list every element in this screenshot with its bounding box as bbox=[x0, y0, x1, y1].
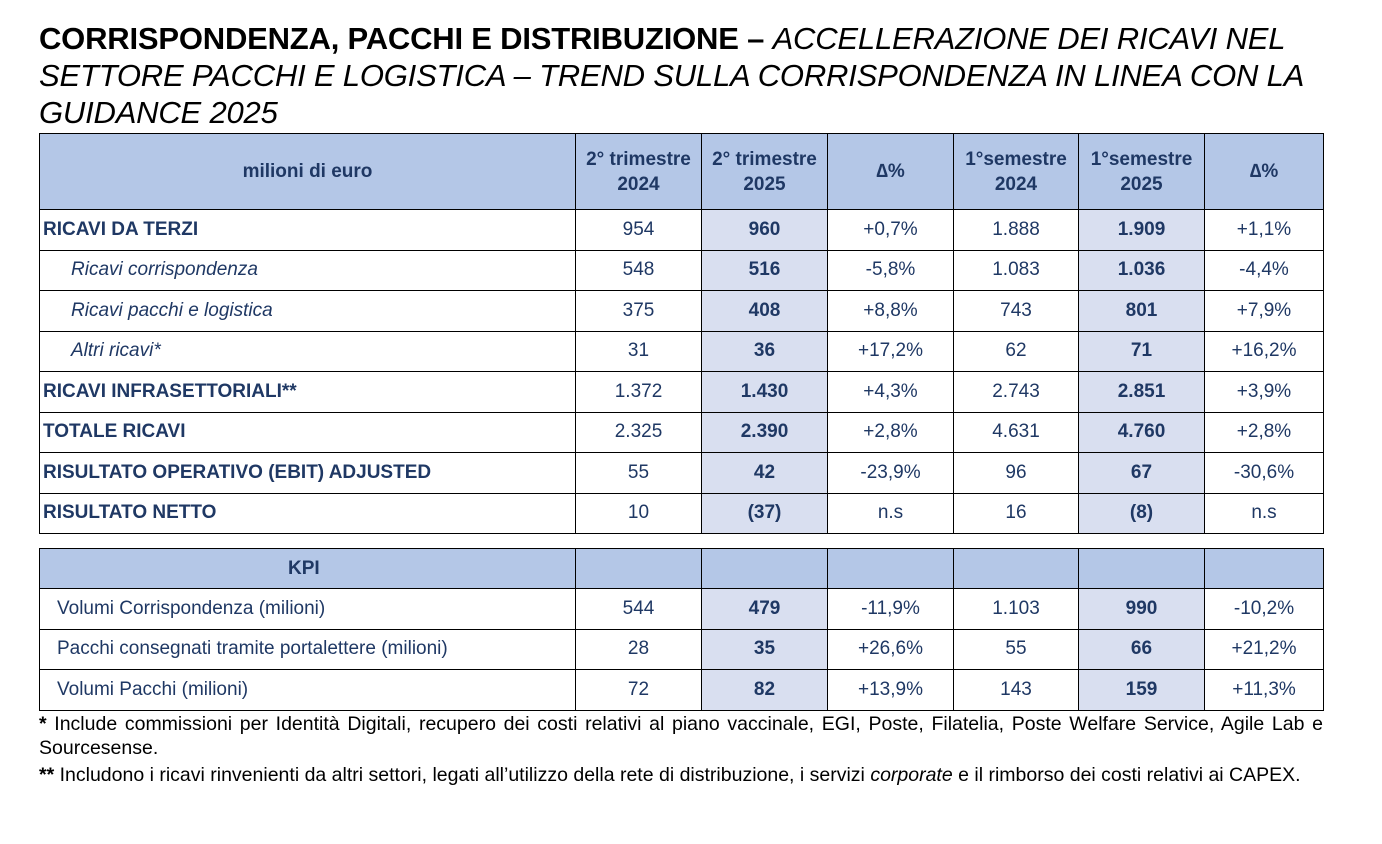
title-italic: ACCELLERAZIONE DEI RICAVI NEL SETTORE PACCHI E LOGISTICA – TREND SULLA CORRISPONDENZA IN LINEA CON LA GUIDANCE 2025 bbox=[39, 21, 1303, 130]
row-value: 1.083 bbox=[954, 250, 1079, 291]
kpi-value: +11,3% bbox=[1205, 670, 1324, 711]
table-row bbox=[40, 372, 1324, 413]
kpi-value: 1.103 bbox=[954, 589, 1079, 630]
row-value: +16,2% bbox=[1205, 331, 1324, 372]
kpi-row bbox=[40, 670, 1324, 711]
kpi-value: 990 bbox=[1079, 589, 1205, 630]
row-value: n.s bbox=[1205, 493, 1324, 534]
row-label: RISULTATO NETTO bbox=[40, 493, 576, 534]
row-value: 960 bbox=[702, 210, 828, 251]
table-row bbox=[40, 291, 1324, 332]
row-label: RISULTATO OPERATIVO (EBIT) ADJUSTED bbox=[40, 453, 576, 494]
kpi-table bbox=[39, 548, 1324, 711]
header-col-h1-2025: 1°semestre 2025 bbox=[1079, 134, 1205, 210]
row-value: 375 bbox=[576, 291, 702, 332]
row-value: 801 bbox=[1079, 291, 1205, 332]
kpi-header-label: KPI bbox=[40, 549, 576, 589]
header-col-delta-h: ∆% bbox=[1205, 134, 1324, 210]
kpi-value: +26,6% bbox=[828, 629, 954, 670]
row-value: 71 bbox=[1079, 331, 1205, 372]
row-label: Ricavi pacchi e logistica bbox=[40, 291, 576, 332]
row-value: 1.372 bbox=[576, 372, 702, 413]
row-label: RICAVI DA TERZI bbox=[40, 210, 576, 251]
row-value: n.s bbox=[828, 493, 954, 534]
row-value: 2.325 bbox=[576, 412, 702, 453]
footnotes bbox=[39, 712, 1323, 790]
header-col-q2-2024: 2° trimestre 2024 bbox=[576, 134, 702, 210]
row-value: 67 bbox=[1079, 453, 1205, 494]
kpi-value: 82 bbox=[702, 670, 828, 711]
row-value: 1.430 bbox=[702, 372, 828, 413]
row-value: 4.631 bbox=[954, 412, 1079, 453]
kpi-row bbox=[40, 629, 1324, 670]
row-value: 55 bbox=[576, 453, 702, 494]
row-value: -5,8% bbox=[828, 250, 954, 291]
kpi-header-row bbox=[40, 549, 1324, 589]
row-value: 62 bbox=[954, 331, 1079, 372]
row-label: Altri ricavi* bbox=[40, 331, 576, 372]
kpi-value: -10,2% bbox=[1205, 589, 1324, 630]
kpi-value: +13,9% bbox=[828, 670, 954, 711]
row-label: RICAVI INFRASETTORIALI** bbox=[40, 372, 576, 413]
revenue-table bbox=[39, 133, 1324, 534]
header-col-q2-2025: 2° trimestre 2025 bbox=[702, 134, 828, 210]
row-value: +3,9% bbox=[1205, 372, 1324, 413]
row-value: 2.390 bbox=[702, 412, 828, 453]
header-col-delta-q: ∆% bbox=[828, 134, 954, 210]
kpi-value: -11,9% bbox=[828, 589, 954, 630]
kpi-row bbox=[40, 589, 1324, 630]
table-header-row bbox=[40, 134, 1324, 210]
table-row bbox=[40, 412, 1324, 453]
row-label: Ricavi corrispondenza bbox=[40, 250, 576, 291]
row-value: +4,3% bbox=[828, 372, 954, 413]
row-value: 743 bbox=[954, 291, 1079, 332]
row-value: +8,8% bbox=[828, 291, 954, 332]
table-row bbox=[40, 453, 1324, 494]
table-row bbox=[40, 210, 1324, 251]
kpi-value: 66 bbox=[1079, 629, 1205, 670]
row-value: +7,9% bbox=[1205, 291, 1324, 332]
footnote-2: ** Includono i ricavi rinvenienti da altri settori, legati all’utilizzo della rete di distribuzione, i servizi corporate e il rimborso dei costi relativi ai CAPEX. bbox=[39, 764, 1301, 786]
row-value: 42 bbox=[702, 453, 828, 494]
header-label: milioni di euro bbox=[40, 134, 576, 210]
kpi-value: 72 bbox=[576, 670, 702, 711]
row-value: 548 bbox=[576, 250, 702, 291]
row-value: 516 bbox=[702, 250, 828, 291]
row-value: -23,9% bbox=[828, 453, 954, 494]
table-row bbox=[40, 331, 1324, 372]
kpi-value: 479 bbox=[702, 589, 828, 630]
row-value: (37) bbox=[702, 493, 828, 534]
row-value: 954 bbox=[576, 210, 702, 251]
kpi-value: 55 bbox=[954, 629, 1079, 670]
kpi-value: 143 bbox=[954, 670, 1079, 711]
row-value: -4,4% bbox=[1205, 250, 1324, 291]
row-value: 4.760 bbox=[1079, 412, 1205, 453]
row-value: +0,7% bbox=[828, 210, 954, 251]
kpi-value: 28 bbox=[576, 629, 702, 670]
table-row bbox=[40, 250, 1324, 291]
row-value: 1.909 bbox=[1079, 210, 1205, 251]
footnote-1: * Include commissioni per Identità Digitali, recupero dei costi relativi al piano vaccinale, EGI, Poste, Filatelia, Poste Welfare Service, Agile Lab e Sourcesense. bbox=[39, 713, 1323, 759]
row-value: +2,8% bbox=[828, 412, 954, 453]
row-value: +1,1% bbox=[1205, 210, 1324, 251]
row-value: 408 bbox=[702, 291, 828, 332]
row-value: 2.851 bbox=[1079, 372, 1205, 413]
row-value: (8) bbox=[1079, 493, 1205, 534]
kpi-label: Volumi Corrispondenza (milioni) bbox=[40, 589, 576, 630]
row-value: 36 bbox=[702, 331, 828, 372]
row-value: 10 bbox=[576, 493, 702, 534]
row-value: 96 bbox=[954, 453, 1079, 494]
kpi-value: +21,2% bbox=[1205, 629, 1324, 670]
row-value: -30,6% bbox=[1205, 453, 1324, 494]
row-value: 2.743 bbox=[954, 372, 1079, 413]
kpi-value: 544 bbox=[576, 589, 702, 630]
kpi-value: 159 bbox=[1079, 670, 1205, 711]
title-bold: CORRISPONDENZA, PACCHI E DISTRIBUZIONE – bbox=[39, 21, 765, 56]
kpi-label: Pacchi consegnati tramite portalettere (milioni) bbox=[40, 629, 576, 670]
table-row bbox=[40, 493, 1324, 534]
header-col-h1-2024: 1°semestre 2024 bbox=[954, 134, 1079, 210]
row-value: +2,8% bbox=[1205, 412, 1324, 453]
row-label: TOTALE RICAVI bbox=[40, 412, 576, 453]
page-title bbox=[39, 20, 1329, 131]
row-value: 1.036 bbox=[1079, 250, 1205, 291]
row-value: 16 bbox=[954, 493, 1079, 534]
row-value: +17,2% bbox=[828, 331, 954, 372]
row-value: 31 bbox=[576, 331, 702, 372]
kpi-label: Volumi Pacchi (milioni) bbox=[40, 670, 576, 711]
kpi-value: 35 bbox=[702, 629, 828, 670]
row-value: 1.888 bbox=[954, 210, 1079, 251]
